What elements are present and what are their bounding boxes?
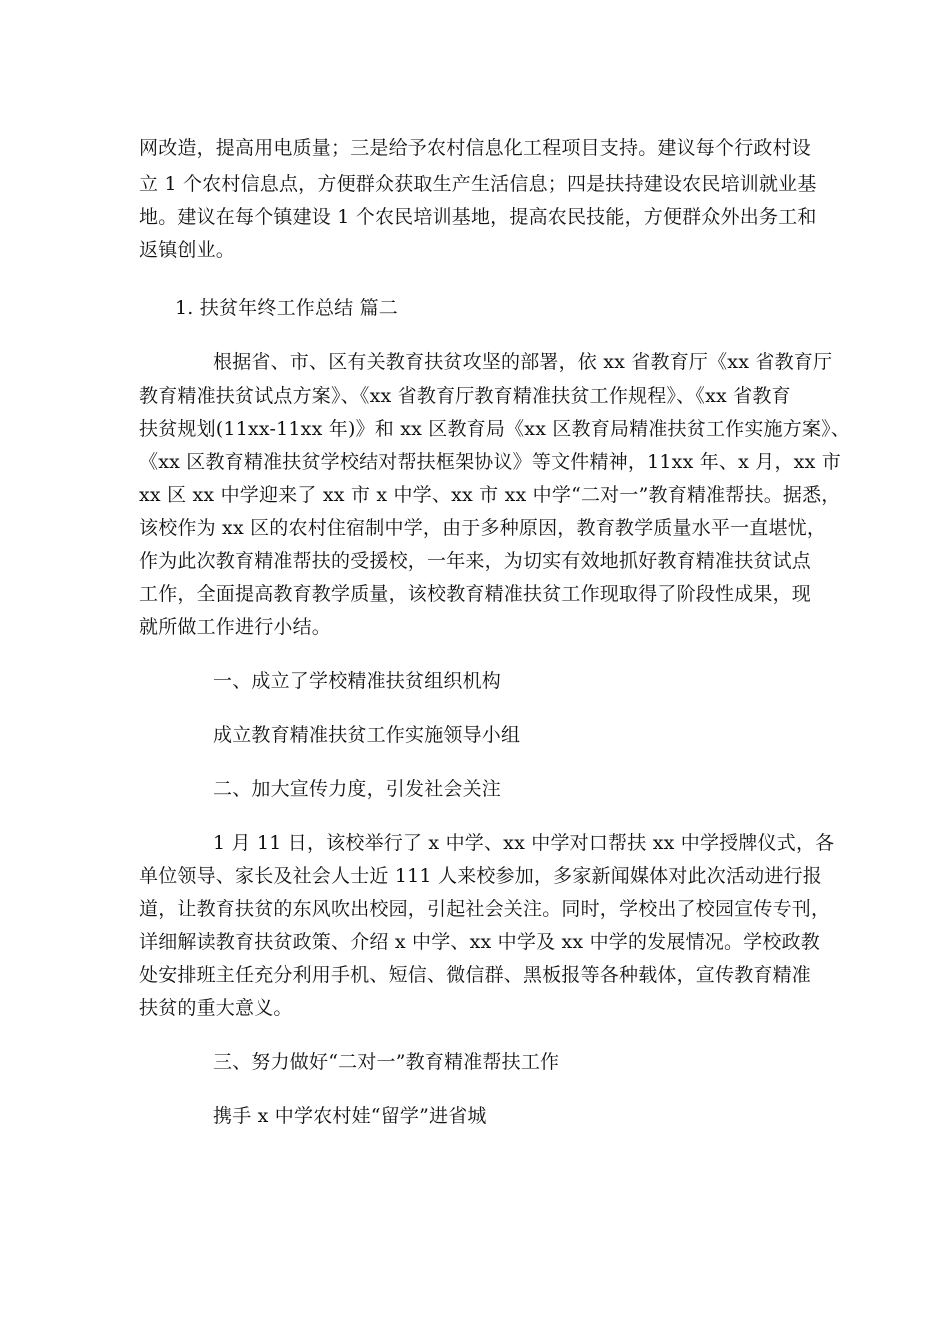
heading-2: 二、加大宣传力度，引发社会关注 — [213, 778, 502, 800]
paragraph-2-line: 扶贫的重大意义。 — [139, 997, 293, 1019]
intro-paragraph-line: 返镇创业。 — [139, 239, 236, 261]
paragraph-2-line: 详细解读教育扶贫政策、介绍 x 中学、xx 中学及 xx 中学的发展情况。学校政教 — [139, 931, 820, 953]
section-title: 1. 扶贫年终工作总结 篇二 — [175, 297, 399, 319]
subheading-1: 成立教育精准扶贫工作实施领导小组 — [213, 724, 521, 746]
main-paragraph-line: 扶贫规划(11xx-11xx 年)》和 xx 区教育局《xx 区教育局精准扶贫工作实施方案》、 — [139, 418, 851, 440]
paragraph-2-line: 1 月 11 日，该校举行了 x 中学、xx 中学对口帮扶 xx 中学授牌仪式，各 — [213, 832, 835, 854]
main-paragraph-line: 作为此次教育精准帮扶的受援校，一年来，为切实有效地抓好教育精准扶贫试点 — [139, 550, 812, 572]
intro-paragraph-line: 网改造，提高用电质量；三是给予农村信息化工程项目支持。建议每个行政村设 — [139, 137, 812, 159]
main-paragraph-line: 根据省、市、区有关教育扶贫攻坚的部署，依 xx 省教育厅《xx 省教育厅 — [213, 351, 833, 373]
paragraph-2-line: 单位领导、家长及社会人士近 111 人来校参加，多家新闻媒体对此次活动进行报 — [139, 865, 822, 887]
main-paragraph-line: 就所做工作进行小结。 — [139, 616, 332, 638]
main-paragraph-line: 工作，全面提高教育教学质量，该校教育精准扶贫工作现取得了阶段性成果，现 — [139, 583, 812, 605]
heading-3: 三、努力做好“二对一”教育精准帮扶工作 — [213, 1051, 560, 1073]
main-paragraph-line: 该校作为 xx 区的农村住宿制中学，由于多种原因，教育教学质量水平一直堪忧， — [139, 517, 827, 539]
intro-paragraph-line: 立 1 个农村信息点，方便群众获取生产生活信息；四是扶持建设农民培训就业基 — [139, 173, 817, 195]
heading-1: 一、成立了学校精准扶贫组织机构 — [213, 670, 502, 692]
main-paragraph-line: 《xx 区教育精准扶贫学校结对帮扶框架协议》等文件精神，11xx 年、x 月，xx 市 — [139, 451, 841, 473]
subheading-3: 携手 x 中学农村娃“留学”进省城 — [213, 1105, 487, 1127]
main-paragraph-line: 教育精准扶贫试点方案》、《xx 省教育厅教育精准扶贫工作规程》、《xx 省教育 — [139, 385, 791, 407]
paragraph-2-line: 处安排班主任充分利用手机、短信、微信群、黑板报等各种载体，宣传教育精准 — [139, 964, 812, 986]
main-paragraph-line: xx 区 xx 中学迎来了 xx 市 x 中学、xx 市 xx 中学“二对一”教育精准帮扶。据悉， — [139, 484, 841, 506]
intro-paragraph-line: 地。建议在每个镇建设 1 个农民培训基地，提高农民技能，方便群众外出务工和 — [139, 206, 817, 228]
paragraph-2-line: 道，让教育扶贫的东风吹出校园，引起社会关注。同时，学校出了校园宣传专刊， — [139, 898, 831, 920]
